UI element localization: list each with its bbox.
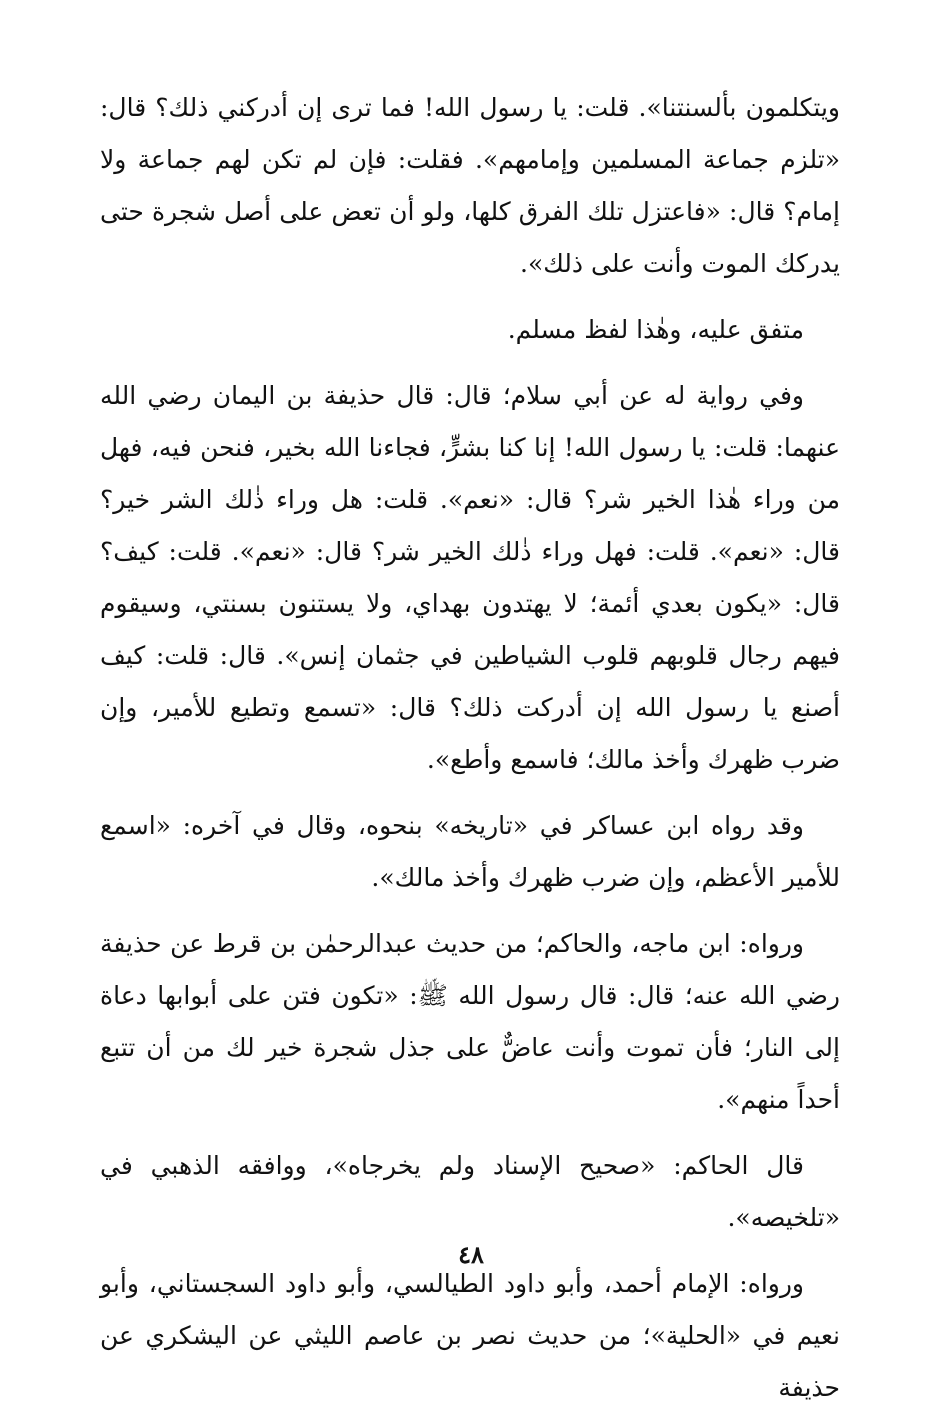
paragraph-5: ورواه: ابن ماجه، والحاكم؛ من حديث عبدالرحمٰن بن قرط عن حذيفة رضي الله عنه؛ قال: قال رسول الله ﷺ: «تكون فتن على أبوابها دعاة إلى النار؛ فأن تموت وأنت عاضٌّ على جذل شجرة خير لك من أن تتبع أحداً منهم».	[100, 929, 840, 1114]
page-number: ٤٨	[458, 1240, 484, 1269]
paragraph-3: وفي رواية له عن أبي سلام؛ قال: قال حذيفة بن اليمان رضي الله عنهما: قلت: يا رسول الله! إنا كنا بشرٍّ، فجاءنا الله بخير، فنحن فيه، فهل من وراء هٰذا الخير شر؟ قال: «نعم». قلت: هل وراء ذٰلك الشر خير؟ قال: «نعم». قلت: فهل وراء ذٰلك الخير شر؟ قال: «نعم». قلت: كيف؟ قال: «يكون بعدي أئمة؛ لا يهتدون بهداي، ولا يستنون بسنتي، وسيقوم فيهم رجال قلوبهم قلوب الشياطين في جثمان إنس». قال: قلت: كيف أصنع يا رسول الله إن أدركت ذلك؟ قال: «تسمع وتطيع للأمير، وإن ضرب ظهرك وأخذ مالك؛ فاسمع وأطع».	[100, 381, 840, 774]
page-body-text	[100, 82, 840, 1428]
paragraph-7: ورواه: الإمام أحمد، وأبو داود الطيالسي، وأبو داود السجستاني، وأبو نعيم في «الحلية»؛ من حديث نصر بن عاصم الليثي عن اليشكري عن حذيفة	[100, 1269, 840, 1402]
paragraph-1: ويتكلمون بألسنتنا». قلت: يا رسول الله! فما ترى إن أدركني ذلك؟ قال: «تلزم جماعة المسلمين وإمامهم». فقلت: فإن لم تكن لهم جماعة ولا إمام؟ قال: «فاعتزل تلك الفرق كلها، ولو أن تعض على أصل شجرة حتى يدركك الموت وأنت على ذلك».	[100, 93, 840, 278]
paragraph-4: وقد رواه ابن عساكر في «تاريخه» بنحوه، وقال في آخره: «اسمع للأمير الأعظم، وإن ضرب ظهرك وأخذ مالك».	[100, 811, 840, 892]
paragraph-6: قال الحاكم: «صحيح الإسناد ولم يخرجاه»، ووافقه الذهبي في «تلخيصه».	[100, 1151, 840, 1232]
paragraph-2: متفق عليه، وهٰذا لفظ مسلم.	[507, 315, 804, 344]
